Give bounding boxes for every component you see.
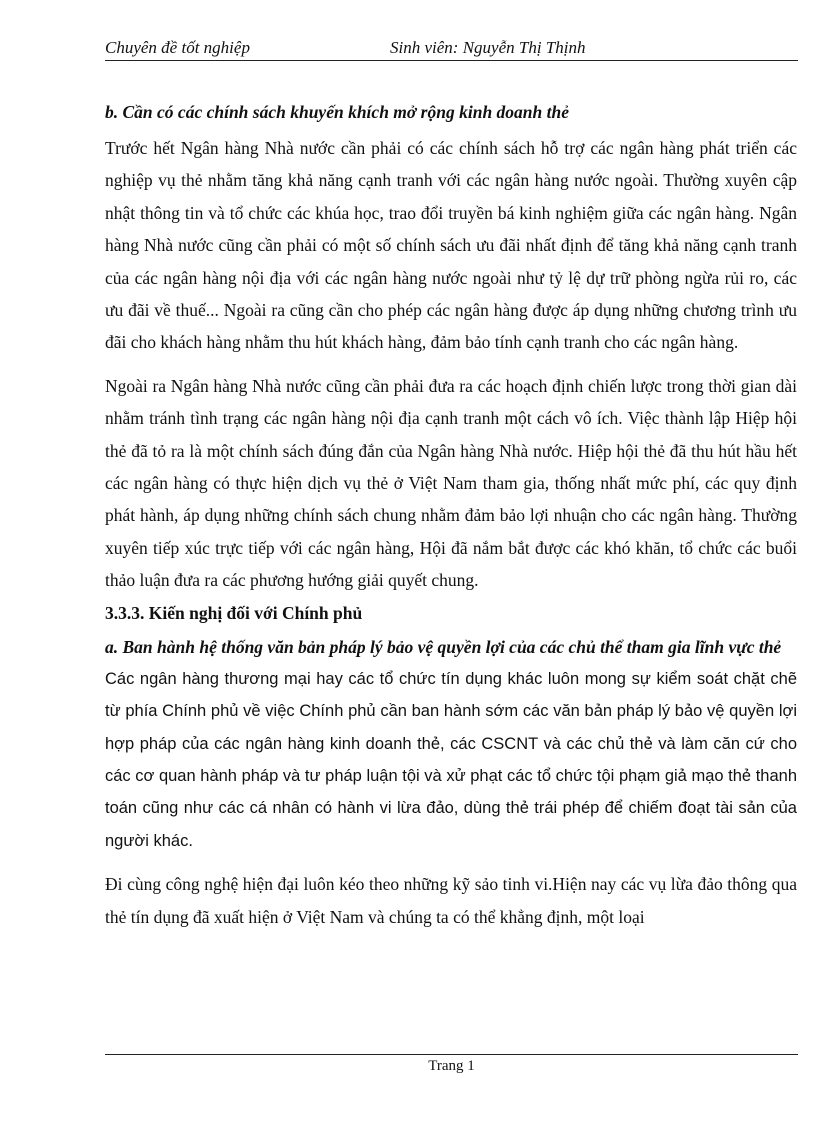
section-a-paragraph-1: Các ngân hàng thương mại hay các tổ chức tín dụng khác luôn mong sự kiểm soát chặt chẽ từ phía Chính phủ về việc Chính phủ cần ban hành sớm các văn bản pháp lý bảo vệ quyền lợi hợp pháp của các ngân hàng kinh doanh thẻ, các CSCNT và các chủ thẻ và làm căn cứ cho các cơ quan hành pháp và tư pháp luận tội và xử phạt các tổ chức tội phạm giả mạo thẻ thanh toán cũng như các cá nhân có hành vi lừa đảo, dùng thẻ trái phép để chiếm đoạt tài sản của người khác. bbox=[105, 669, 797, 850]
section-b-heading: b. Cần có các chính sách khuyến khích mở rộng kinh doanh thẻ bbox=[105, 102, 569, 122]
section-b-paragraph-1: Trước hết Ngân hàng Nhà nước cần phải có các chính sách hỗ trợ các ngân hàng phát triển các nghiệp vụ thẻ nhằm tăng khả năng cạnh tranh với các ngân hàng nước ngoài. Thường xuyên cập nhật thông tin và tổ chức các khúa học, trao đổi truyền bá kinh nghiệm giữa các ngân hàng. Ngân hàng Nhà nước cũng cần phải có một số chính sách ưu đãi nhất định để tăng khả năng cạnh tranh của các ngân hàng nội địa với các ngân hàng nước ngoài như tỷ lệ dự trữ phòng ngừa rủi ro, các ưu đãi về thuế... Ngoài ra cũng cần cho phép các ngân hàng được áp dụng những chương trình ưu đãi cho khách hàng nhằm thu hút khách hàng, đảm bảo tính cạnh tranh cho các ngân hàng. bbox=[105, 138, 797, 353]
page-header bbox=[105, 36, 798, 61]
page-content bbox=[105, 96, 797, 933]
header-student-name: Sinh viên: Nguyễn Thị Thịnh bbox=[390, 38, 586, 57]
header-document-type: Chuyên đề tốt nghiệp bbox=[105, 38, 250, 57]
section-a-heading: a. Ban hành hệ thống văn bản pháp lý bảo vệ quyền lợi của các chủ thể tham gia lĩnh vực thẻ bbox=[105, 636, 782, 657]
section-a-paragraph-2: Đi cùng công nghệ hiện đại luôn kéo theo những kỹ sảo tinh vi.Hiện nay các vụ lừa đảo thông qua thẻ tín dụng đã xuất hiện ở Việt Nam và chúng ta có thể khẳng định, một loại bbox=[105, 874, 797, 927]
footer-divider bbox=[105, 1054, 798, 1055]
section-3-3-3-heading: 3.3.3. Kiến nghị đối với Chính phủ bbox=[105, 602, 363, 623]
section-b-paragraph-2: Ngoài ra Ngân hàng Nhà nước cũng cần phải đưa ra các hoạch định chiến lược trong thời gian dài nhằm tránh tình trạng các ngân hàng nội địa cạnh tranh một cách vô ích. Việc thành lập Hiệp hội thẻ đã tỏ ra là một chính sách đúng đắn của Ngân hàng Nhà nước. Hiệp hội thẻ đã thu hút hầu hết các ngân hàng có thực hiện dịch vụ thẻ ở Việt Nam tham gia, thống nhất mức phí, các quy định phát hành, áp dụng những chính sách chung nhằm đảm bảo lợi nhuận cho các ngân hàng. Thường xuyên tiếp xúc trực tiếp với các ngân hàng, Hội đã nắm bắt được các khó khăn, tổ chức các buổi thảo luận đưa ra các phương hướng giải quyết chung. bbox=[105, 375, 797, 591]
page-number: Trang 1 bbox=[428, 1058, 475, 1074]
